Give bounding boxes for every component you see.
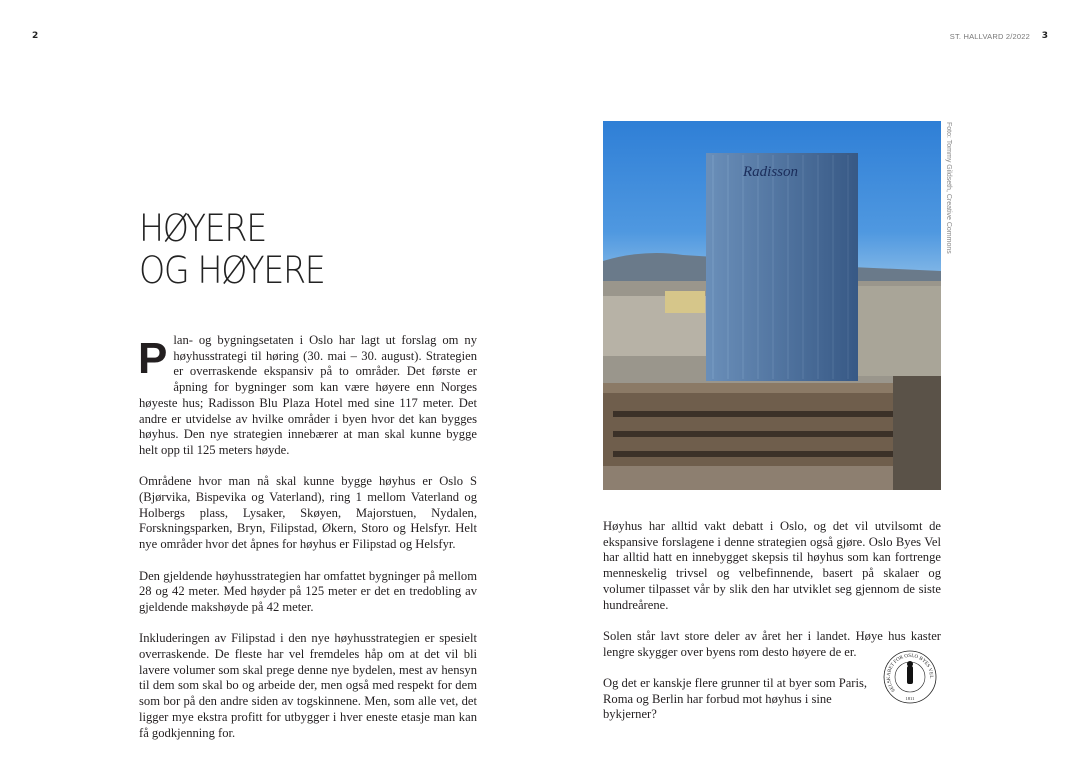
paragraph: Inkluderingen av Filipstad i den nye høyhusstrategien er spesielt overraskende. De fleste har vel fremdeles håp om at det vil bli lavere volumer som skal prege denne nye bydelen, mest av hensyn til dem som skal bo og arbeide der, men også med respekt for dem som bor på den andre siden av togskinnene. Men, som alle vet, det ligger mye ekstra profitt for utbygger i hver eneste etasje man kan få godkjenning for. [139, 631, 477, 740]
headline [139, 208, 324, 292]
seal-year: 1811 [905, 696, 915, 701]
left-column [139, 333, 477, 757]
hotel-photo [603, 121, 941, 490]
page-number-right: 3 [1041, 31, 1048, 41]
headline-line-1: HØYERE [139, 207, 266, 250]
seal-text: SELSKABET FOR OSLO BYES VEL [886, 653, 934, 693]
intro-paragraph [139, 333, 477, 459]
intro-text: lan- og bygningsetaten i Oslo har lagt ut forslag om ny høyhusstrategi til høring (30. mai – 30. august). Strategien er overraskende ekspansiv på to områder. Det første er åpning for bygninger som kan være høyere enn Norges høyeste hus; Radisson Blu Plaza Hotel med sine 117 meter. Det andre er utvidelse av hvilke områder i byen hvor det kan bygges høyhus. Den nye strategien innebærer at man skal kunne bygge helt opp til 125 meters høyde. [139, 333, 477, 457]
paragraph: Høyhus har alltid vakt debatt i Oslo, og det vil utvilsomt de ekspansive forslagene i denne strategien også gjøre. Oslo Byes Vel har alltid hatt en innebygget skepsis til høyhus som kan fortrenge menneskelig trivsel og velbefinnende, basert på skalaer og volumer tilpasset vår by slik den har utviklet seg gjennom de siste hundreårene. [603, 519, 941, 612]
photo-credit: Foto: Tommy Gildseth, Creative Commons [945, 122, 952, 254]
headline-line-2: OG HØYERE [139, 249, 325, 292]
oslo-byes-vel-seal-logo [883, 650, 937, 704]
running-head: ST. HALLVARD 2/2022 [949, 32, 1030, 41]
hotel-sign: Radisson [743, 164, 799, 180]
right-column [603, 519, 941, 739]
paragraph: Solen står lavt store deler av året her i landet. Høye hus kaster lengre skygger over byens rom desto høyere de er. [603, 628, 941, 659]
dropcap: P [138, 334, 168, 383]
paragraph: Den gjeldende høyhusstrategien har omfattet bygninger på mellom 28 og 42 meter. Med høyder på 125 meter er det en tredobling av gjeldende makshøyde på 42 meter. [139, 568, 477, 614]
paragraph: Og det er kanskje flere grunner til at byer som Paris, Roma og Berlin har forbud mot høyhus i sine bykjerner? [603, 676, 868, 722]
paragraph: Områdene hvor man nå skal kunne bygge høyhus er Oslo S (Bjørvika, Bispevika og Vaterland), ring 1 mellom Vaterland og Holbergs plass, Lysaker, Skøyen, Majorstuen, Nydalen, Forskningsparken, Bryn, Filipstad, Økern, Storo og Helsfyr. Helt nye områder hvor det åpnes for høyhus er Filipstad og Helsfyr. [139, 474, 477, 552]
page-number-left: 2 [32, 31, 39, 41]
